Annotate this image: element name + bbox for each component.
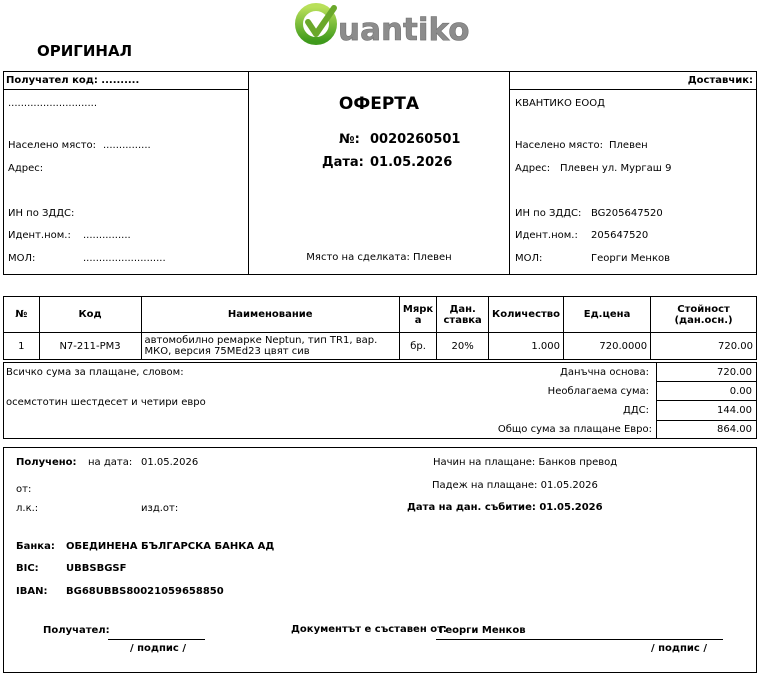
recipient-mol-label: МОЛ: bbox=[8, 253, 36, 264]
recipient-signature-label: Получател: bbox=[43, 625, 110, 636]
supplier-mol-value: Георги Менков bbox=[591, 253, 671, 264]
supplier-mol-label: МОЛ: bbox=[515, 253, 543, 264]
non-taxable-label: Необлагаема сума: bbox=[547, 386, 649, 397]
recipient-id-label: Идент.ном.: bbox=[8, 230, 71, 241]
supplier-name: КВАНТИКО ЕООД bbox=[515, 98, 605, 109]
header-code: Код bbox=[39, 297, 141, 333]
non-taxable-value: 0.00 bbox=[729, 386, 752, 397]
vat-label: ДДС: bbox=[623, 405, 649, 416]
recipient-id-value: ............... bbox=[83, 230, 131, 241]
supplier-heading: Доставчик: bbox=[687, 75, 753, 86]
deal-place: Място на сделката: Плевен bbox=[306, 252, 452, 263]
received-on-date-value: 01.05.2026 bbox=[141, 457, 199, 468]
recipient-divider bbox=[3, 89, 249, 90]
row-qty: 1.000 bbox=[489, 333, 564, 360]
original-label: ОРИГИНАЛ bbox=[37, 42, 133, 60]
recipient-city-label: Населено място: bbox=[8, 140, 97, 151]
recipient-address-label: Адрес: bbox=[8, 163, 44, 174]
header-value: Стойност (дан.осн.) bbox=[651, 297, 757, 333]
document-date-value: 01.05.2026 bbox=[370, 155, 453, 170]
tax-base-value: 720.00 bbox=[717, 367, 752, 378]
header-vat: Дан. ставка bbox=[437, 297, 489, 333]
recipient-city-value: ............... bbox=[103, 140, 151, 151]
composed-by-label: Документът е съставен от: bbox=[291, 624, 447, 635]
document-number-value: 0020260501 bbox=[370, 132, 461, 147]
recipient-code: Получател код: .......... bbox=[6, 75, 140, 86]
supplier-city-value: Плевен bbox=[609, 140, 648, 151]
tax-base-label: Данъчна основа: bbox=[560, 367, 649, 378]
bic-label: BIC: bbox=[16, 563, 39, 574]
svg-text:uantiko: uantiko bbox=[338, 12, 470, 48]
row-price: 720.0000 bbox=[564, 333, 651, 360]
received-from-label: от: bbox=[16, 484, 32, 495]
bank-label: Банка: bbox=[16, 541, 55, 552]
composer-signature-line bbox=[436, 639, 723, 640]
row-unit: бр. bbox=[399, 333, 436, 360]
header-qty: Количество bbox=[489, 297, 564, 333]
totals-sep-2 bbox=[656, 400, 757, 401]
recipient-mol-value: .......................... bbox=[83, 253, 166, 264]
composed-by-value: Георги Менков bbox=[439, 625, 526, 636]
quantiko-logo bbox=[294, 2, 470, 48]
recipient-vat-label: ИН по ЗДДС: bbox=[8, 208, 75, 219]
recipient-signature-caption: / подпис / bbox=[130, 643, 186, 654]
items-table bbox=[3, 296, 757, 360]
supplier-id-value: 205647520 bbox=[591, 230, 649, 241]
header-price: Ед.цена bbox=[564, 297, 651, 333]
amount-words-label: Всичко сума за плащане, словом: bbox=[6, 367, 184, 378]
row-code: N7-211-PM3 bbox=[39, 333, 141, 360]
supplier-address-value: Плевен ул. Мургаш 9 bbox=[560, 163, 672, 174]
supplier-vat-label: ИН по ЗДДС: bbox=[515, 208, 582, 219]
payment-method: Начин на плащане: Банков превод bbox=[433, 457, 618, 468]
grand-total-value: 864.00 bbox=[717, 424, 752, 435]
totals-sep-3 bbox=[656, 420, 757, 421]
supplier-city-label: Населено място: bbox=[515, 140, 604, 151]
row-name: автомобилно ремарке Neptun, тип TR1, вар. МКО, версия 75MEd23 цвят сив bbox=[141, 333, 399, 360]
row-value: 720.00 bbox=[651, 333, 757, 360]
issued-by-label: изд.от: bbox=[141, 503, 179, 514]
document-number-label: №: bbox=[339, 132, 360, 147]
header-name: Наименование bbox=[141, 297, 399, 333]
row-vat: 20% bbox=[437, 333, 489, 360]
vat-value: 144.00 bbox=[717, 405, 752, 416]
document-title: ОФЕРТА bbox=[338, 94, 420, 114]
supplier-id-label: Идент.ном.: bbox=[515, 230, 578, 241]
grand-total-label: Общо сума за плащане Евро: bbox=[497, 424, 652, 435]
received-label: Получено: bbox=[16, 457, 77, 468]
payment-due: Падеж на плащане: 01.05.2026 bbox=[432, 480, 598, 491]
document-date-label: Дата: bbox=[322, 155, 364, 170]
composer-signature-caption: / подпис / bbox=[651, 643, 707, 654]
iban-value: BG68UBBS80021059658850 bbox=[66, 586, 224, 597]
recipient-name: ............................ bbox=[8, 98, 98, 109]
recipient-signature-line bbox=[108, 639, 205, 640]
totals-sep-1 bbox=[656, 381, 757, 382]
tax-event-date: Дата на дан. събитие: 01.05.2026 bbox=[407, 502, 603, 513]
table-row bbox=[4, 333, 757, 360]
row-no: 1 bbox=[4, 333, 40, 360]
header-unit: Мярк а bbox=[399, 297, 436, 333]
supplier-divider bbox=[509, 89, 757, 90]
supplier-address-label: Адрес: bbox=[515, 163, 551, 174]
supplier-vat-value: BG205647520 bbox=[591, 208, 663, 219]
quantiko-logo-icon bbox=[294, 2, 470, 48]
received-on-date-label: на дата: bbox=[88, 457, 133, 468]
items-table-header bbox=[4, 297, 757, 333]
header-no: № bbox=[4, 297, 40, 333]
lk-label: л.к.: bbox=[16, 503, 39, 514]
bank-value: ОБЕДИНЕНА БЪЛГАРСКА БАНКА АД bbox=[66, 541, 275, 552]
bic-value: UBBSBGSF bbox=[66, 563, 127, 574]
iban-label: IBAN: bbox=[16, 586, 48, 597]
amount-words-value: осемстотин шестдесет и четири евро bbox=[6, 397, 206, 408]
